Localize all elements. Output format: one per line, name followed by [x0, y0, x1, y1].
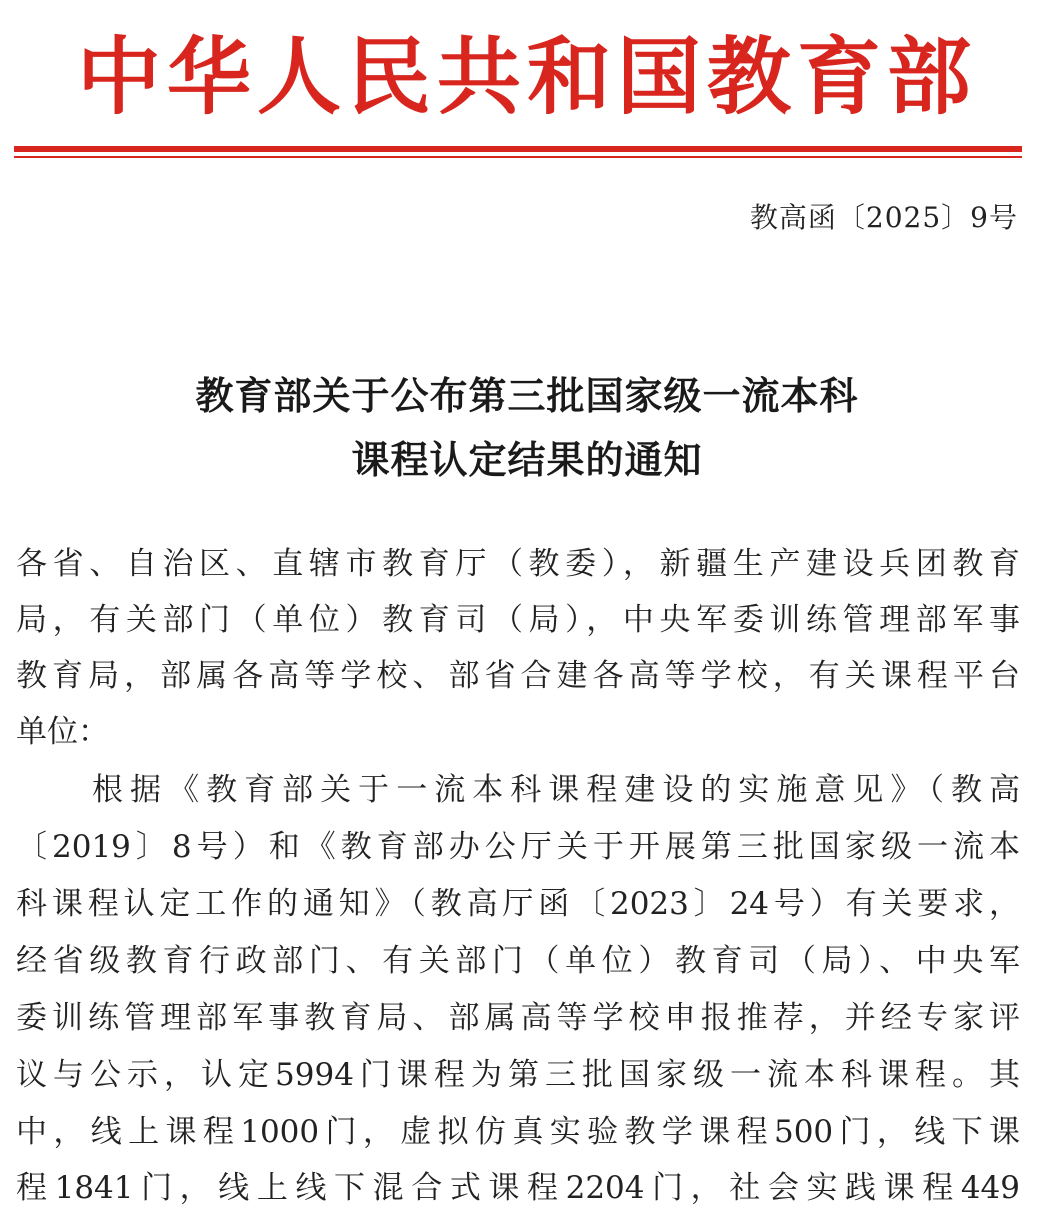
masthead-divider-thin	[14, 156, 1022, 158]
document-title-line-2: 课程认定结果的通知	[351, 438, 703, 482]
body-line: 委训练管理部军事教育局、部属高等学校申报推荐，并经专家评	[16, 1000, 1020, 1036]
document-number: 教高函〔2025〕9号	[749, 201, 1018, 234]
body-line: 〔2019〕8号）和《教育部办公厅关于开展第三批国家级一流本	[16, 829, 1020, 865]
body-line: 局，有关部门（单位）教育司（局），中央军委训练管理部军事	[16, 602, 1020, 638]
body-line: 单位：	[16, 714, 109, 750]
body-line: 各省、自治区、直辖市教育厅（教委），新疆生产建设兵团教育	[16, 546, 1020, 582]
body-line: 教育局，部属各高等学校、部省合建各高等学校，有关课程平台	[16, 658, 1020, 694]
body-line: 经省级教育行政部门、有关部门（单位）教育司（局）、中央军	[16, 943, 1020, 979]
body-line: 程1841门，线上线下混合式课程2204门，社会实践课程449	[16, 1170, 1020, 1206]
issuer-masthead: 中华人民共和国教育部	[76, 28, 977, 126]
body-line: 根据《教育部关于一流本科课程建设的实施意见》（教高	[16, 772, 1020, 808]
body-line: 中，线上课程1000门，虚拟仿真实验教学课程500门，线下课	[16, 1114, 1020, 1150]
masthead-divider-thick	[14, 146, 1022, 152]
body-line: 科课程认定工作的通知》（教高厅函〔2023〕24号）有关要求，	[16, 886, 1020, 922]
document-title-line-1: 教育部关于公布第三批国家级一流本科	[195, 374, 859, 418]
body-line: 议与公示，认定5994门课程为第三批国家级一流本科课程。其	[16, 1057, 1020, 1093]
